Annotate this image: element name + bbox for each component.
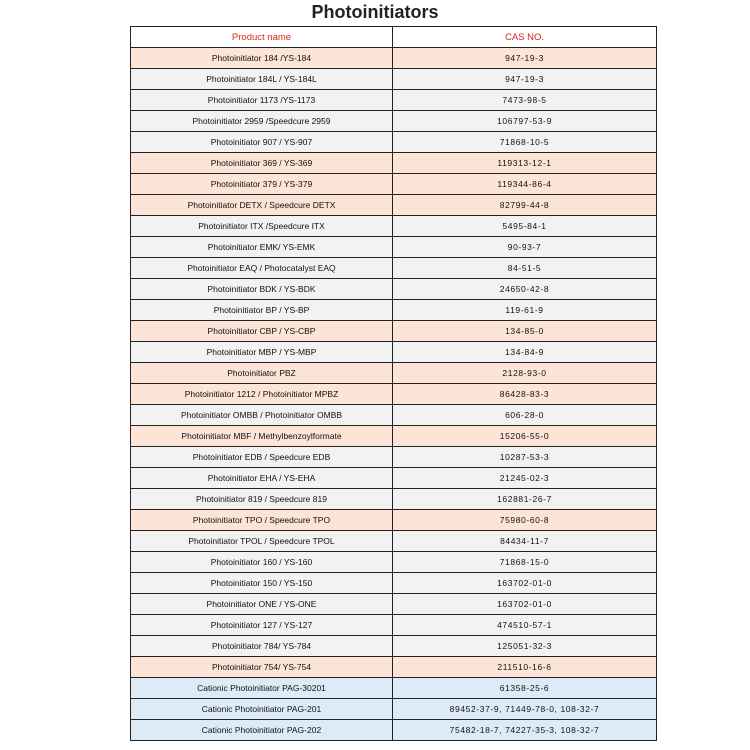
cas-number-cell: 89452-37-9, 71449-78-0, 108-32-7 — [393, 699, 657, 720]
table-row — [131, 48, 657, 69]
table-row — [131, 321, 657, 342]
product-name-cell: Photoinitiator EHA / YS-EHA — [131, 468, 393, 489]
table-row — [131, 405, 657, 426]
table-row — [131, 90, 657, 111]
cas-number-cell: 2128-93-0 — [393, 363, 657, 384]
cas-number-cell: 134-84-9 — [393, 342, 657, 363]
cas-number-cell: 10287-53-3 — [393, 447, 657, 468]
product-name-cell: Photoinitiator 184 /YS-184 — [131, 48, 393, 69]
product-name-cell: Photoinitiator ONE / YS-ONE — [131, 594, 393, 615]
table-row — [131, 720, 657, 741]
cas-number-cell: 5495-84-1 — [393, 216, 657, 237]
cas-number-cell: 474510-57-1 — [393, 615, 657, 636]
cas-number-cell: 947-19-3 — [393, 48, 657, 69]
product-name-cell: Cationic Photoinitiator PAG-202 — [131, 720, 393, 741]
cas-number-cell: 84-51-5 — [393, 258, 657, 279]
product-name-cell: Cationic Photoinitiator PAG-30201 — [131, 678, 393, 699]
table-row — [131, 363, 657, 384]
cas-number-cell: 82799-44-8 — [393, 195, 657, 216]
cas-number-cell: 75980-60-8 — [393, 510, 657, 531]
cas-number-cell: 134-85-0 — [393, 321, 657, 342]
product-name-cell: Photoinitiator 127 / YS-127 — [131, 615, 393, 636]
product-name-cell: Photoinitiator 2959 /Speedcure 2959 — [131, 111, 393, 132]
table-row — [131, 468, 657, 489]
product-name-cell: Photoinitiator TPOL / Speedcure TPOL — [131, 531, 393, 552]
table-row — [131, 531, 657, 552]
table-row — [131, 678, 657, 699]
cas-number-cell: 106797-53-9 — [393, 111, 657, 132]
table-row — [131, 258, 657, 279]
cas-number-cell: 119313-12-1 — [393, 153, 657, 174]
table-row — [131, 111, 657, 132]
product-name-cell: Photoinitiator 150 / YS-150 — [131, 573, 393, 594]
product-name-cell: Photoinitiator 907 / YS-907 — [131, 132, 393, 153]
page-title: Photoinitiators — [311, 2, 439, 22]
product-name-cell: Photoinitiator EDB / Speedcure EDB — [131, 447, 393, 468]
product-name-cell: Photoinitiator 369 / YS-369 — [131, 153, 393, 174]
product-name-cell: Photoinitiator OMBB / Photoinitiator OMBB — [131, 405, 393, 426]
cas-number-cell: 119344-86-4 — [393, 174, 657, 195]
table-row — [131, 657, 657, 678]
cas-number-cell: 7473-98-5 — [393, 90, 657, 111]
cas-number-cell: 947-19-3 — [393, 69, 657, 90]
product-name-cell: Photoinitiator BDK / YS-BDK — [131, 279, 393, 300]
cas-number-cell: 21245-02-3 — [393, 468, 657, 489]
product-name-cell: Photoinitiator 784/ YS-784 — [131, 636, 393, 657]
cas-number-cell: 15206-55-0 — [393, 426, 657, 447]
product-name-cell: Photoinitiator 754/ YS-754 — [131, 657, 393, 678]
cas-number-cell: 71868-10-5 — [393, 132, 657, 153]
cas-number-cell: 119-61-9 — [393, 300, 657, 321]
table-row — [131, 573, 657, 594]
product-name-cell: Photoinitiator BP / YS-BP — [131, 300, 393, 321]
table-row — [131, 237, 657, 258]
product-name-cell: Photoinitiator DETX / Speedcure DETX — [131, 195, 393, 216]
product-name-cell: Photoinitiator CBP / YS-CBP — [131, 321, 393, 342]
cas-number-cell: 61358-25-6 — [393, 678, 657, 699]
cas-number-cell: 86428-83-3 — [393, 384, 657, 405]
product-name-cell: Photoinitiator EMK/ YS-EMK — [131, 237, 393, 258]
table-body — [131, 48, 657, 741]
product-name-cell: Photoinitiator TPO / Speedcure TPO — [131, 510, 393, 531]
table-row — [131, 594, 657, 615]
photoinitiator-table-container — [130, 26, 656, 741]
table-row — [131, 699, 657, 720]
table-row — [131, 489, 657, 510]
table-header-row — [131, 27, 657, 48]
cas-number-cell: 163702-01-0 — [393, 573, 657, 594]
product-name-cell: Photoinitiator 379 / YS-379 — [131, 174, 393, 195]
cas-number-cell: 163702-01-0 — [393, 594, 657, 615]
table-row — [131, 447, 657, 468]
column-header-product-name: Product name — [131, 27, 393, 48]
product-name-cell: Photoinitiator ITX /Speedcure ITX — [131, 216, 393, 237]
table-row — [131, 426, 657, 447]
table-row — [131, 615, 657, 636]
product-name-cell: Photoinitiator 1173 /YS-1173 — [131, 90, 393, 111]
product-name-cell: Cationic Photoinitiator PAG-201 — [131, 699, 393, 720]
table-row — [131, 510, 657, 531]
column-header-cas-no: CAS NO. — [393, 27, 657, 48]
table-row — [131, 195, 657, 216]
product-name-cell: Photoinitiator 1212 / Photoinitiator MPBZ — [131, 384, 393, 405]
table-row — [131, 69, 657, 90]
table-row — [131, 384, 657, 405]
cas-number-cell: 90-93-7 — [393, 237, 657, 258]
cas-number-cell: 211510-16-6 — [393, 657, 657, 678]
table-row — [131, 342, 657, 363]
product-name-cell: Photoinitiator 160 / YS-160 — [131, 552, 393, 573]
table-row — [131, 300, 657, 321]
cas-number-cell: 162881-26-7 — [393, 489, 657, 510]
cas-number-cell: 24650-42-8 — [393, 279, 657, 300]
table-row — [131, 153, 657, 174]
table-row — [131, 279, 657, 300]
product-name-cell: Photoinitiator 819 / Speedcure 819 — [131, 489, 393, 510]
photoinitiator-table — [130, 26, 657, 741]
table-row — [131, 174, 657, 195]
product-name-cell: Photoinitiator 184L / YS-184L — [131, 69, 393, 90]
product-name-cell: Photoinitiator MBP / YS-MBP — [131, 342, 393, 363]
product-name-cell: Photoinitiator PBZ — [131, 363, 393, 384]
table-row — [131, 132, 657, 153]
product-name-cell: Photoinitiator EAQ / Photocatalyst EAQ — [131, 258, 393, 279]
table-row — [131, 216, 657, 237]
cas-number-cell: 125051-32-3 — [393, 636, 657, 657]
cas-number-cell: 84434-11-7 — [393, 531, 657, 552]
cas-number-cell: 75482-18-7, 74227-35-3, 108-32-7 — [393, 720, 657, 741]
cas-number-cell: 606-28-0 — [393, 405, 657, 426]
cas-number-cell: 71868-15-0 — [393, 552, 657, 573]
table-row — [131, 636, 657, 657]
table-row — [131, 552, 657, 573]
product-name-cell: Photoinitiator MBF / Methylbenzoylformate — [131, 426, 393, 447]
